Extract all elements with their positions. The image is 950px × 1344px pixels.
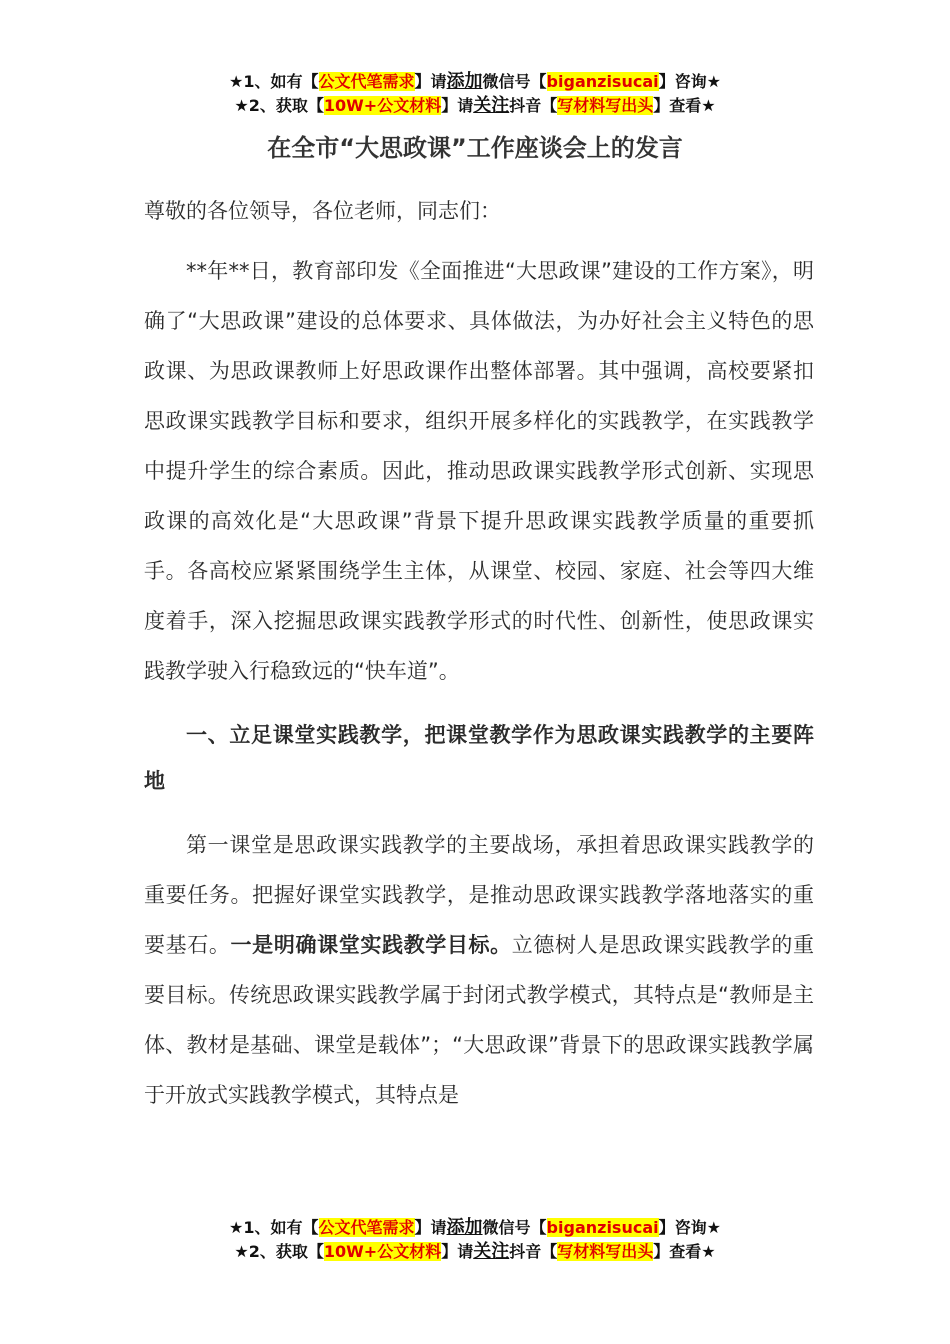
banner-text: 】请 <box>441 1242 474 1261</box>
banner-emphasis: 添加 <box>446 71 483 92</box>
banner-emphasis: 关注 <box>473 95 510 116</box>
banner-douyin-id: 写材料写出头 <box>557 1242 654 1261</box>
bottom-banner <box>0 1216 950 1264</box>
banner-text: ★1、如有【 <box>229 1218 319 1237</box>
banner-text: 】请 <box>414 1218 447 1237</box>
banner-text: 抖音【 <box>509 96 558 115</box>
banner-highlight: 10W+公文材料 <box>323 96 442 115</box>
banner-text: 抖音【 <box>509 1242 558 1261</box>
paragraph-2 <box>144 820 814 1120</box>
banner-text: 】请 <box>414 72 447 91</box>
banner-text: 】请 <box>441 96 474 115</box>
banner-highlight: 公文代笔需求 <box>318 72 415 91</box>
banner-text: 】查看★ <box>653 96 716 115</box>
banner-text: 】查看★ <box>653 1242 716 1261</box>
banner-text: ★2、获取【 <box>234 96 324 115</box>
banner-line-2 <box>0 94 950 118</box>
top-banner <box>0 70 950 118</box>
document-body <box>144 186 814 1120</box>
banner-text: 微信号【 <box>482 1218 547 1237</box>
banner-text: 】咨询★ <box>658 1218 721 1237</box>
greeting: 尊敬的各位领导，各位老师，同志们： <box>144 199 501 223</box>
banner-emphasis: 添加 <box>446 1217 483 1238</box>
banner-text: 】咨询★ <box>658 72 721 91</box>
document-title: 在全市“大思政课”工作座谈会上的发言 <box>267 134 683 162</box>
banner-douyin-id: 写材料写出头 <box>557 96 654 115</box>
paragraph-2-part-2: 立德树人是思政课实践教学的重要目标。传统思政课实践教学属于封闭式教学模式，其特点是“教师是主体、教材是基础、课堂是载体”；“大思政课”背景下的思政课实践教学属于开放式实践教学模式，其特点是 <box>144 933 815 1107</box>
banner-text: ★1、如有【 <box>229 72 319 91</box>
banner-line-1 <box>0 70 950 94</box>
paragraph-2-part-1: 第一课堂是思政课实践教学的主要战场，承担着思政课实践教学的重要任务。把握好课堂实践教学，是推动思政课实践教学落地落实的重要基石。 <box>144 833 814 957</box>
banner-line-1 <box>0 1216 950 1240</box>
banner-wechat-id: biganzisucai <box>546 1218 659 1237</box>
paragraph-1: **年**日，教育部印发《全面推进“大思政课”建设的工作方案》，明确了“大思政课”建设的总体要求、具体做法，为办好社会主义特色的思政课、为思政课教师上好思政课作出整体部署。其中强调，高校要紧扣思政课实践教学目标和要求，组织开展多样化的实践教学，在实践教学中提升学生的综合素质。因此，推动思政课实践教学形式创新、实现思政课的高效化是“大思政课”背景下提升思政课实践教学质量的重要抓手。各高校应紧紧围绕学生主体，从课堂、校园、家庭、社会等四大维度着手，深入挖掘思政课实践教学形式的时代性、创新性，使思政课实践教学驶入行稳致远的“快车道”。 <box>144 259 814 683</box>
banner-highlight: 公文代笔需求 <box>318 1218 415 1237</box>
banner-text: ★2、获取【 <box>234 1242 324 1261</box>
section-heading-1: 一、立足课堂实践教学，把课堂教学作为思政课实践教学的主要阵地 <box>144 723 814 793</box>
banner-line-2 <box>0 1240 950 1264</box>
banner-text: 微信号【 <box>482 72 547 91</box>
paragraph-2-bold: 一是明确课堂实践教学目标。 <box>230 933 512 957</box>
banner-emphasis: 关注 <box>473 1241 510 1262</box>
banner-wechat-id: biganzisucai <box>546 72 659 91</box>
banner-highlight: 10W+公文材料 <box>323 1242 442 1261</box>
